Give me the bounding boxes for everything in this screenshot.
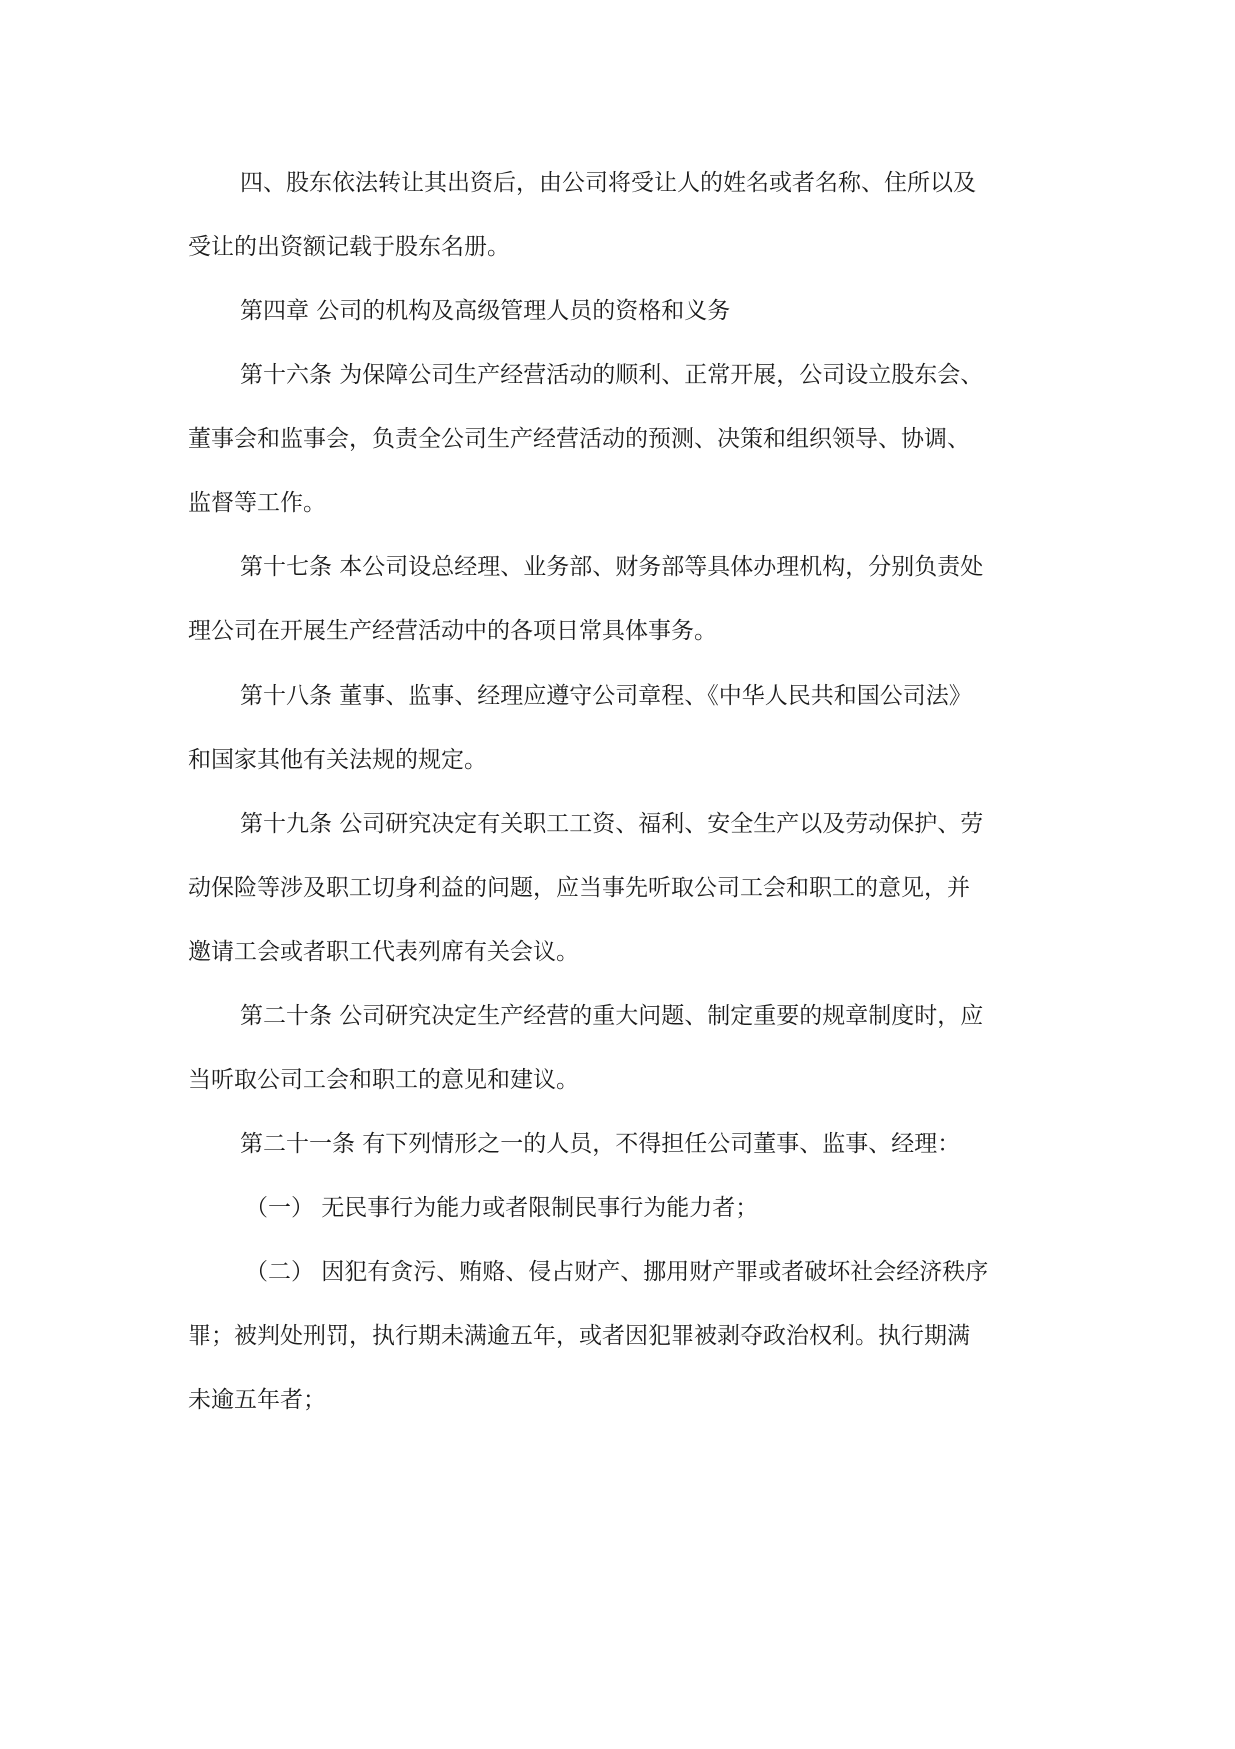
paragraph-line: 董事会和监事会，负责全公司生产经营活动的预测、决策和组织领导、协调、 [188, 426, 970, 452]
paragraph-line: 理公司在开展生产经营活动中的各项日常具体事务。 [188, 618, 717, 644]
paragraph-line: 第十九条 公司研究决定有关职工工资、福利、安全生产以及劳动保护、劳 [240, 811, 984, 837]
paragraph-line: 未逾五年者； [188, 1387, 326, 1413]
paragraph-line: 当听取公司工会和职工的意见和建议。 [188, 1067, 579, 1093]
paragraph-line: 受让的出资额记载于股东名册。 [188, 234, 510, 260]
paragraph-line: 第二十一条 有下列情形之一的人员，不得担任公司董事、监事、经理： [240, 1131, 961, 1157]
paragraph-line: 第二十条 公司研究决定生产经营的重大问题、制定重要的规章制度时，应 [240, 1003, 984, 1029]
list-item: （二） 因犯有贪污、贿赂、侵占财产、挪用财产罪或者破坏社会经济秩序 [245, 1259, 989, 1285]
paragraph-line: 罪；被判处刑罚，执行期未满逾五年，或者因犯罪被剥夺政治权利。执行期满 [188, 1323, 970, 1349]
list-item: （一） 无民事行为能力或者限制民事行为能力者； [245, 1195, 759, 1221]
paragraph-line: 第十六条 为保障公司生产经营活动的顺利、正常开展，公司设立股东会、 [240, 362, 984, 388]
chapter-heading: 第四章 公司的机构及高级管理人员的资格和义务 [240, 298, 731, 324]
paragraph-line: 第十七条 本公司设总经理、业务部、财务部等具体办理机构，分别负责处 [240, 554, 984, 580]
paragraph-line: 监督等工作。 [188, 490, 326, 516]
paragraph-line: 四、股东依法转让其出资后，由公司将受让人的姓名或者名称、住所以及 [240, 170, 976, 196]
paragraph-line: 动保险等涉及职工切身利益的问题，应当事先听取公司工会和职工的意见，并 [188, 875, 970, 901]
paragraph-line: 邀请工会或者职工代表列席有关会议。 [188, 939, 579, 965]
paragraph-line: 第十八条 董事、监事、经理应遵守公司章程、《中华人民共和国公司法》 [240, 683, 972, 709]
paragraph-line: 和国家其他有关法规的规定。 [188, 747, 487, 773]
